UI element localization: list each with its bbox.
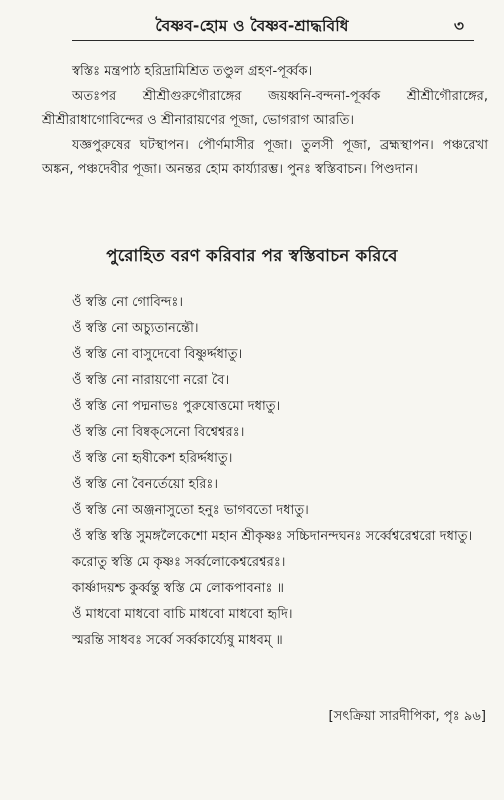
intro-paragraph: যজ্ঞপুরুষের ঘটস্থাপন। পৌর্ণমাসীর পূজা। তুলসী পূজা, ব্রহ্মস্থাপন। পঞ্চরেখা অঙ্কন, পঞ্চদেবীর পূজা। অনন্তর হোম কার্য্যারম্ভ। পুনঃ স্বস্তিবাচন। পিণ্ডদান। <box>42 137 488 178</box>
header-rule <box>72 40 474 41</box>
mantra-line: ওঁ স্বস্তি নো বিষ্বক্‌সেনো বিশ্বেশ্বরঃ। <box>72 425 245 440</box>
mantra-line: ওঁ স্বস্তি নো অঞ্জনাসুতো হনুঃ ভাগবতো দধাতু। <box>72 503 309 518</box>
mantra-line: ওঁ স্বস্তি নো হৃষীকেশ হরির্দ্দধাতু। <box>72 451 233 466</box>
mantra-line: ওঁ স্বস্তি নো অচ্যুতানন্তৌ। <box>72 321 199 336</box>
section-heading: পুরোহিত বরণ করিবার পর স্বস্তিবাচন করিবে <box>106 246 398 265</box>
mantra-line: ওঁ স্বস্তি নো পদ্মনাভঃ পুরুষোত্তমো দধাতু। <box>72 399 281 414</box>
intro-paragraph: অতঃপর শ্রীশ্রীগুরুগৌরাঙ্গের জয়ধ্বনি-বন্দনা-পূর্ব্বক শ্রীশ্রীগৌরাঙ্গের, শ্রীশ্রীরাধাগোবিন্দের ও শ্রীনারায়ণের পূজা, ভোগরাগ আরতি। <box>42 88 488 129</box>
mantra-line: কার্ষ্ণাদয়শ্চ কুর্ব্বন্তু স্বস্তি মে লোকপাবনাঃ ॥ <box>72 581 285 596</box>
mantra-line: করোতু স্বস্তি মে কৃষ্ণঃ সর্ব্বলোকেশ্বরেশ্বরঃ। <box>72 555 286 570</box>
intro-text <box>42 60 488 183</box>
mantra-line: ওঁ স্বস্তি নো গোবিন্দঃ। <box>72 295 184 310</box>
mantra-line: ওঁ স্বস্তি নো নারায়ণো নরো বৈ। <box>72 373 230 388</box>
mantra-line: ওঁ মাধবো মাধবো বাচি মাধবো মাধবো হৃদি। <box>72 607 293 622</box>
running-title: বৈষ্ণব-হোম ও বৈষ্ণব-শ্রাদ্ধবিধি <box>155 17 349 35</box>
intro-paragraph: স্বস্তিঃ মন্ত্রপাঠ হরিদ্রামিশ্রিত তণ্ডুল গ্রহণ-পূর্ব্বক। <box>72 64 313 79</box>
running-header <box>0 14 504 38</box>
mantra-line: ওঁ স্বস্তি নো বৈনর্তেয়ো হরিঃ। <box>72 477 219 492</box>
mantra-line: ওঁ স্বস্তি নো বাসুদেবো বিষ্ণুর্দ্দধাতু। <box>72 347 243 362</box>
mantra-line: ওঁ স্বস্তি স্বস্তি সুমঙ্গলৈকেশো মহান শ্রীকৃষ্ণঃ সচ্চিদানন্দঘনঃ সর্ব্বেশ্বরেশ্বরো দধাতু। <box>72 529 473 544</box>
source-citation: [সৎক্রিয়া সারদীপিকা, পৃঃ ৯৬] <box>328 709 486 724</box>
mantra-line: স্মরন্তি সাধবঃ সর্ব্বে সর্ব্বকার্য্যেষু মাধবম্ ॥ <box>72 633 283 648</box>
mantra-list <box>42 290 488 654</box>
page-number: ৩ <box>453 17 464 35</box>
